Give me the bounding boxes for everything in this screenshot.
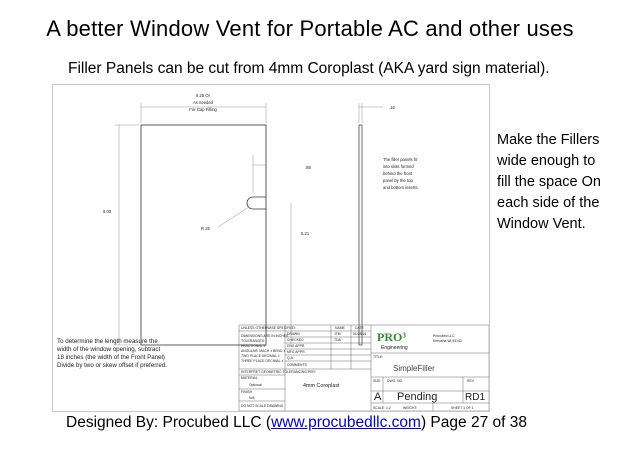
svg-text:ANGULAR: MACH ± BEND ±: ANGULAR: MACH ± BEND ± xyxy=(241,349,286,353)
slide-subtitle: Filler Panels can be cut from 4mm Coroplast (AKA yard sign material). xyxy=(68,60,550,77)
svg-text:NAME: NAME xyxy=(335,326,345,330)
svg-text:WEIGHT:: WEIGHT: xyxy=(403,406,418,410)
filler-note xyxy=(383,157,419,190)
svg-text:01/28/16: 01/28/16 xyxy=(353,332,367,336)
svg-text:REV: REV xyxy=(467,379,474,383)
svg-text:FINISH: FINISH xyxy=(241,390,253,394)
svg-text:4mm Coroplast: 4mm Coroplast xyxy=(303,383,340,389)
svg-text:SIZE: SIZE xyxy=(373,379,381,383)
svg-text:The filler panels fit: The filler panels fit xyxy=(383,157,417,162)
width-dim-line1: 6.25 Or xyxy=(196,93,210,98)
thickness-dim: .16 xyxy=(389,105,395,110)
svg-text:THREE PLACE DECIMAL ±: THREE PLACE DECIMAL ± xyxy=(241,359,284,363)
width-dim-line2: As needed xyxy=(192,100,214,105)
svg-text:SHEET 1 OF 1: SHEET 1 OF 1 xyxy=(451,406,474,410)
footer xyxy=(66,414,527,432)
company-logo xyxy=(377,330,462,351)
svg-text:ENG APPR.: ENG APPR. xyxy=(287,344,306,348)
svg-text:FRACTIONAL ±: FRACTIONAL ± xyxy=(241,344,266,348)
svg-text:18 inches (the width of the Fr: 18 inches (the width of the Front Panel) xyxy=(57,354,165,361)
svg-text:Engineering: Engineering xyxy=(381,345,408,351)
svg-text:SCALE: 1:2: SCALE: 1:2 xyxy=(373,406,391,410)
svg-text:Pending: Pending xyxy=(397,391,438,403)
svg-text:TITLE:: TITLE: xyxy=(373,355,384,359)
svg-text:width of the window opening, s: width of the window opening, subtract xyxy=(57,346,161,353)
radius-dim: R.25 xyxy=(201,226,210,231)
svg-text:MATERIAL: MATERIAL xyxy=(241,376,258,380)
slide-title: A better Window Vent for Portable AC and other uses xyxy=(46,16,574,41)
svg-text:TDA: TDA xyxy=(334,338,341,342)
svg-text:A: A xyxy=(374,391,382,403)
svg-text:Procubed LLC: Procubed LLC xyxy=(433,334,455,338)
svg-text:DIMENSIONS ARE IN INCHES: DIMENSIONS ARE IN INCHES xyxy=(241,334,289,338)
svg-text:DWG. NO.: DWG. NO. xyxy=(387,379,404,383)
filler-edge-view xyxy=(359,125,362,345)
side-note: Make the Fillers wide enough to fill the space On each side of the Window Vent. xyxy=(497,132,601,232)
svg-text:Kenosha WI 53142: Kenosha WI 53142 xyxy=(433,339,462,343)
filler-slot xyxy=(247,197,266,209)
svg-text:INTERPRET GEOMETRIC TOLERANCIN: INTERPRET GEOMETRIC TOLERANCING PER: xyxy=(241,370,316,374)
svg-text:TOLERANCES:: TOLERANCES: xyxy=(241,339,265,343)
drawing-canvas xyxy=(53,85,489,411)
slot-height-dim: 5.21 xyxy=(301,231,310,236)
title-block-text xyxy=(241,326,366,408)
svg-text:JTM: JTM xyxy=(334,332,341,336)
slot-depth-dim: .88 xyxy=(305,165,311,170)
svg-text:and bottom inserts.: and bottom inserts. xyxy=(383,185,419,190)
svg-text:panel by the top: panel by the top xyxy=(383,178,413,183)
drawing-title xyxy=(373,355,485,410)
svg-text:TWO PLACE DECIMAL ±: TWO PLACE DECIMAL ± xyxy=(241,354,280,358)
svg-text:behind the front: behind the front xyxy=(383,171,413,176)
svg-text:Optional: Optional xyxy=(249,383,262,387)
filler-panel-outline xyxy=(141,125,266,345)
svg-text:DRAWN: DRAWN xyxy=(287,332,300,336)
length-note xyxy=(56,338,167,369)
svg-text:COMMENTS:: COMMENTS: xyxy=(287,363,308,367)
svg-text:UNLESS OTHERWISE SPECIFIED:: UNLESS OTHERWISE SPECIFIED: xyxy=(241,326,296,330)
svg-text:into slots formed: into slots formed xyxy=(383,164,414,169)
svg-text:N/A: N/A xyxy=(249,396,255,400)
svg-text:CHECKED: CHECKED xyxy=(287,338,304,342)
svg-text:SimpleFiller: SimpleFiller xyxy=(393,364,435,373)
width-dim-line3: For Gap Filling xyxy=(189,107,217,112)
svg-text:DO NOT SCALE DRAWING: DO NOT SCALE DRAWING xyxy=(241,404,284,408)
website-link[interactable]: www.procubedllc.com xyxy=(271,414,421,431)
svg-text:Q.A.: Q.A. xyxy=(287,356,294,360)
svg-text:PRO³: PRO³ xyxy=(377,330,406,344)
engineering-drawing xyxy=(52,84,490,412)
svg-text:MFG APPR.: MFG APPR. xyxy=(287,350,306,354)
svg-text:DATE: DATE xyxy=(355,326,364,330)
svg-text:RD1: RD1 xyxy=(465,392,486,403)
svg-text:To determine the length measur: To determine the length measure the xyxy=(57,338,158,345)
footer-prefix: Designed By: Procubed LLC ( xyxy=(66,414,272,431)
svg-text:Divide by two or skew offset i: Divide by two or skew offset if preferred. xyxy=(57,362,167,369)
footer-suffix: ) Page 27 of 38 xyxy=(420,414,527,431)
height-dim: 9.00 xyxy=(103,209,112,214)
